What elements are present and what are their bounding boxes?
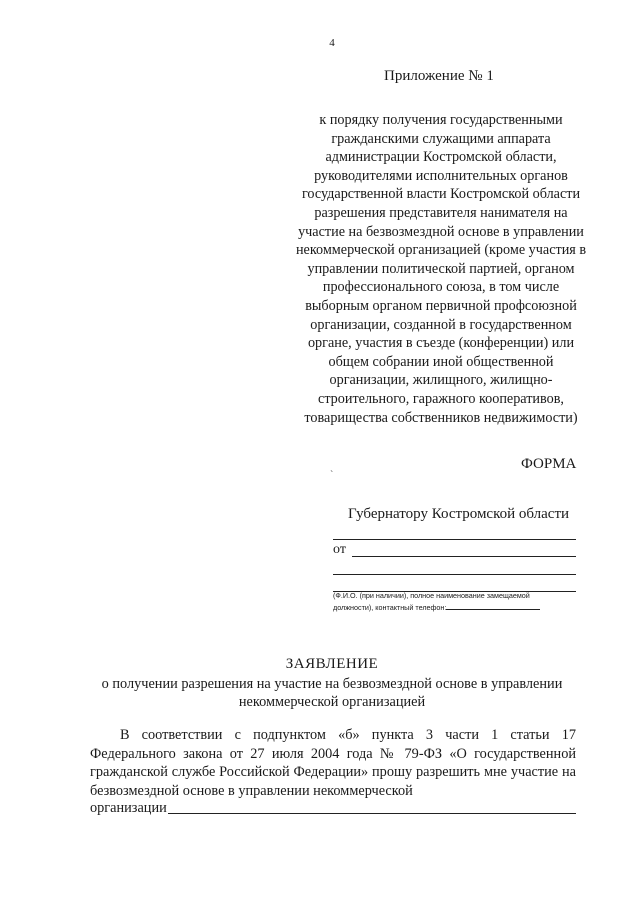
scan-mark: ` bbox=[330, 470, 334, 481]
addressee: Губернатору Костромской области bbox=[348, 506, 570, 522]
from-line bbox=[352, 556, 576, 557]
appendix-description: к порядку получения государственными гражданскими служащими аппарата администрации Костромской области, руководителями исполнительных органов государственной власти Костромской области разрешения представителя нанимателя на участие на безвозмездной основе в управлении некоммерческой организацией (кроме участия в управлении политической партией, органом профессионального союза, в том числе выборным органом первичной профсоюзной организации, созданной в государственном органе, участия в съезде (конференции) или общем собрании иной общественной организации, жилищного, жилищно-строительного, гаражного кооперативов, товарищества собственников недвижимости) bbox=[295, 112, 587, 426]
field-hint-line2-wrap bbox=[333, 602, 578, 614]
appendix-title: Приложение № 1 bbox=[384, 68, 494, 84]
field-hint-line1: (Ф.И.О. (при наличии), полное наименование замещаемой bbox=[333, 591, 530, 600]
from-label: от bbox=[333, 542, 346, 557]
statement-body bbox=[90, 726, 576, 800]
form-label: ФОРМА bbox=[521, 456, 577, 472]
phone-line bbox=[446, 602, 540, 610]
addressee-line bbox=[333, 539, 576, 540]
statement-body-last: организации bbox=[90, 800, 167, 816]
field-hint bbox=[333, 591, 578, 613]
page-number: 4 bbox=[329, 37, 335, 49]
statement-title: ЗАЯВЛЕНИЕ bbox=[285, 656, 379, 672]
applicant-line-2 bbox=[333, 574, 576, 575]
statement-body-text: В соответствии с подпунктом «б» пункта 3 части 1 статьи 17 Федерального закона от 27 июля 2004 года № 79-ФЗ «О государственной гражданской службе Российской Федерации» прошу разрешить мне участие на безвозмездной основе в управлении некоммерческой bbox=[90, 727, 576, 799]
organization-line bbox=[168, 813, 576, 814]
statement-subtitle: о получении разрешения на участие на безвозмездной основе в управлении некоммерческой организацией bbox=[101, 676, 563, 710]
field-hint-line2: должности), контактный телефон: bbox=[333, 602, 447, 612]
